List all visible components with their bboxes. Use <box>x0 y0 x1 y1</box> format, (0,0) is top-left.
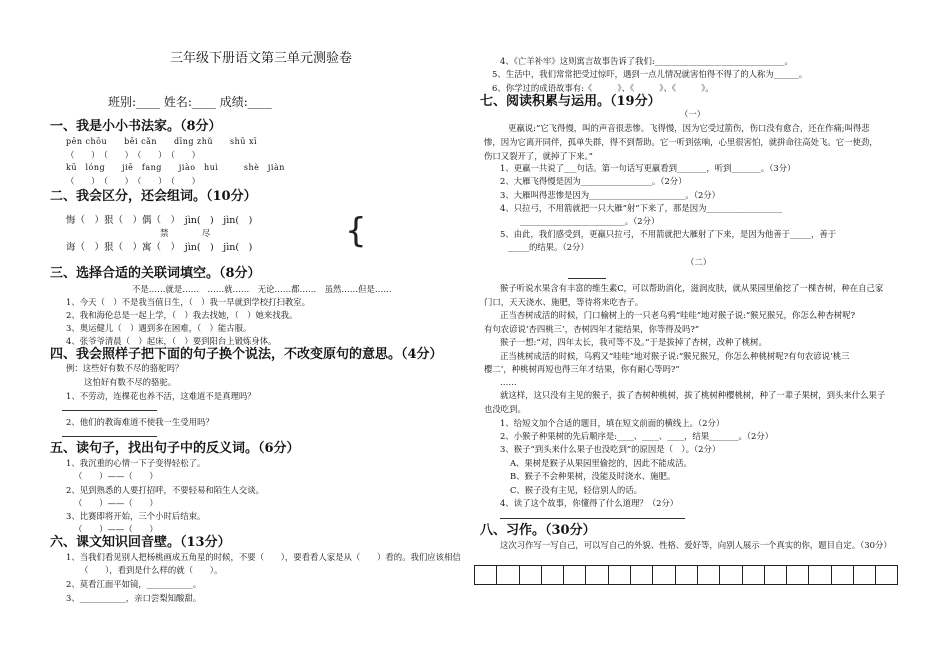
section-6-heading: 六、课文知识回音壁。（13分） <box>50 535 231 550</box>
passage-2-line: 猴子一想:“对，四年太长，我可等不及。”于是拔掉了杏树，改种了桃树。 <box>500 337 767 347</box>
passage-2-ellipsis: …… <box>500 377 517 387</box>
question-5-1: 1、我沉重的心情一下子变得轻松了。 <box>66 458 206 468</box>
passage-2-line: 樱二’，种桃树再短也得三年才结果，你有耐心等吗?” <box>484 364 680 374</box>
passage-2-title-line[interactable] <box>568 278 606 279</box>
grid-cell[interactable] <box>764 565 786 585</box>
grid-cell[interactable] <box>831 565 853 585</box>
grid-cell[interactable] <box>608 565 630 585</box>
passage-1-question-2[interactable]: 2、大雁飞得慢是因为_________________。（2分） <box>500 176 687 186</box>
student-info-header: 班别:____ 姓名:____ 成绩:____ <box>108 95 272 109</box>
answer-line-4-2[interactable] <box>62 436 157 437</box>
answer-line-4-1[interactable] <box>62 410 157 411</box>
passage-1-question-5a[interactable]: 5、由此，我们感受到，更羸只拉弓，不用箭就把大雁射了下来，是因为他善于_____，善于 <box>500 229 837 239</box>
grid-cell[interactable] <box>719 565 741 585</box>
question-5-2: 2、见到熟悉的人要打招呼，不要轻易和陌生人交谈。 <box>66 485 264 495</box>
passage-1-question-3[interactable]: 3、大雁叫得悲惨是因为_______________________。（2分） <box>500 190 721 200</box>
antonym-pair-1[interactable]: （ ）——（ ） <box>74 471 158 481</box>
section-7-heading: 七、阅读积累与运用。（19分） <box>480 94 661 109</box>
question-3-3[interactable]: 3、奥运健儿（ ）遇到多在困难，（ ）能古服。 <box>66 323 252 333</box>
passage-1-question-1[interactable]: 1、更羸一共说了___句话。第一句话写更羸看到_______，听到_______。（3分） <box>500 163 796 173</box>
page-title: 三年级下册语文第三单元测验卷 <box>170 51 353 66</box>
question-6-1a[interactable]: 1、当我们看见别人把杨桃画成五角星的时候，不要（ ），要看看人家是从（ ）看的。我们应该相信 <box>66 552 461 562</box>
composition-prompt: 这次习作写一写自己，可以写自己的外貌、性格、爱好等，向别人展示一个真实的你，题目自定。（30分） <box>500 540 892 550</box>
blank-row-2[interactable]: （ ） （ ） （ ） （ ） <box>66 176 200 186</box>
grid-cell[interactable] <box>697 565 719 585</box>
passage-2-question-4: 4、读了这个故事，你懂得了什么道理？（2分） <box>500 498 679 508</box>
passage-2-line: 猴子听说水果含有丰富的维生素C，可以帮助消化，滋润皮肤，就从果园里偷挖了一棵杏树，种在自己家 <box>500 283 884 293</box>
grid-cell[interactable] <box>474 565 496 585</box>
question-6-1b[interactable]: （ ），看到是什么样的就（ ）。 <box>80 565 223 575</box>
grid-cell[interactable] <box>875 565 897 585</box>
passage-2-label: （二） <box>686 257 712 267</box>
section-8-heading: 八、习作。（30分） <box>480 523 596 538</box>
passage-1-line: 更羸说:“它飞得慢，叫的声音很悲惨。飞得慢，因为它受过箭伤，伤口没有愈合，还在作痛;叫得悲 <box>508 123 870 133</box>
option-c[interactable]: C、猴子没有主见，轻信别人的话。 <box>510 485 643 495</box>
grid-cell[interactable] <box>496 565 518 585</box>
passage-2-question-3[interactable]: 3、猴子“到头来什么果子也没吃到”的原因是（ ）。（2分） <box>500 444 721 454</box>
passage-2-question-1[interactable]: 1、给短文加个合适的题目，填在短文前面的横线上。（2分） <box>500 418 725 428</box>
grid-cell[interactable] <box>585 565 607 585</box>
pinyin-row-2: kū lóng jiē fang jiào huì shè jiàn <box>66 163 285 172</box>
question-3-1[interactable]: 1、今天（ ）不是我当值日生，（ ）我一早就到学校打扫教室。 <box>66 297 311 307</box>
section-5-heading: 五、读句子，找出句子中的反义词。（6分） <box>50 441 300 456</box>
passage-1-line: 惨，因为它离开同伴，孤单失群，得不到帮助。它一听到弦响，心里很害怕，就拼命往高处飞。它一使劲， <box>484 137 878 147</box>
word-pair-row-2: 禁 尽 <box>160 228 211 238</box>
passage-2-line: 正当杏树成活的时候，门口榆树上的一只老乌鸦“哇哇”地对猴子说:“猴兄猴兄，你怎么种杏树呢? <box>500 310 856 320</box>
question-3-2[interactable]: 2、我和海伦总是一起上学，（ ）我去找她，（ ）她来找我。 <box>66 310 298 320</box>
antonym-pair-2[interactable]: （ ）——（ ） <box>74 498 158 508</box>
question-4-2: 2、他们的教诲难道不使我一生受用吗？ <box>66 417 214 427</box>
option-b[interactable]: B、猴子不会种果树，没能及时浇水、施肥。 <box>510 471 676 481</box>
example-answer: 这怕好有数不尽的骆驼。 <box>84 377 177 387</box>
question-6-4[interactable]: 4、《亡羊补牢》这则寓言故事告诉了我们:_______________________________。 <box>500 56 793 66</box>
question-6-3[interactable]: 3、___________，亲口尝梨知酸甜。 <box>66 593 202 603</box>
passage-1-question-4a[interactable]: 4、只拉弓，不用箭就把一只大雁“射”下来了，那是因为__________________ <box>500 203 782 213</box>
word-pair-row-3[interactable]: 诲（ ）狠（ ）寓（ ） jìn( ) jìn( ) <box>66 242 253 253</box>
grid-cell[interactable] <box>541 565 563 585</box>
passage-1-question-4b[interactable]: _________________________。（2分） <box>520 216 660 226</box>
passage-2-line: 正当桃树成活的时候，乌鸦又“哇哇”地对猴子说:“猴兄猴兄，你怎么种桃树呢?有句农谚说‘桃三 <box>500 351 850 361</box>
grid-cell[interactable] <box>563 565 585 585</box>
question-6-2[interactable]: 2、莫看江面平如镜，___________。 <box>66 579 202 589</box>
grid-cell[interactable] <box>675 565 697 585</box>
passage-1-line: 伤口又裂开了，就掉了下来。” <box>484 151 593 161</box>
passage-2-question-2[interactable]: 2、小猴子种果树的先后顺序是:____、____、____，结果_______。（2分） <box>500 431 774 441</box>
section-4-heading: 四、我会照样子把下面的句子换个说法，不改变原句的意思。（4分） <box>50 347 443 362</box>
grid-cell[interactable] <box>519 565 541 585</box>
conjunction-options: 不是……就是…… ……就…… 无论……都…… 虽然……但是…… <box>132 284 392 294</box>
composition-grid[interactable] <box>474 565 898 585</box>
section-3-heading: 三、选择合适的关联词填空。（8分） <box>50 266 261 281</box>
example-sentence: 例：这些好有数不尽的骆驼吗？ <box>66 363 184 373</box>
grid-cell[interactable] <box>853 565 875 585</box>
grid-cell[interactable] <box>652 565 674 585</box>
question-6-5[interactable]: 5、生活中，我们常常把受过惊吓，遇到一点儿情况就害怕得不得了的人称为______。 <box>492 69 808 79</box>
grid-cell[interactable] <box>786 565 808 585</box>
question-5-3: 3、比赛即将开始，三个小时后结束。 <box>66 511 206 521</box>
grid-cell[interactable] <box>630 565 652 585</box>
passage-2-line: 有句农谚说‘杏四桃三’，杏树四年才能结果，你等得及吗?” <box>484 324 700 334</box>
antonym-pair-3[interactable]: （ ）——（ ） <box>74 524 158 534</box>
option-a[interactable]: A、果树是猴子从果园里偷挖的，因此不能成活。 <box>510 458 692 468</box>
passage-1-question-5b[interactable]: _____的结果。（2分） <box>508 242 589 252</box>
section-1-heading: 一、我是小小书法家。（8分） <box>50 119 222 134</box>
question-6-6[interactable]: 6、你学过的成语故事有:《 》、《 》、《 》。 <box>492 83 714 93</box>
passage-1-label: （一） <box>680 109 706 119</box>
question-3-4[interactable]: 4、张爷爷清晨（ ）起床，（ ）要到阳台上锻炼身体。 <box>66 336 277 346</box>
passage-2-line: 就这样，这只没有主见的猴子，拔了杏树种桃树，拔了桃树种樱桃树，种了一辈子果树，到头来什么果子 <box>500 390 886 400</box>
pinyin-row-1: pēn chōu bēi cǎn dīng zhǔ shū xī <box>66 137 258 146</box>
section-2-heading: 二、我会区分，还会组词。（10分） <box>50 189 257 204</box>
right-brace-icon: { <box>345 211 367 251</box>
blank-row-1[interactable]: （ ） （ ） （ ） （ ） <box>66 150 200 160</box>
question-4-1: 1、不劳动，连棵花也养不活，这难道不是真理吗？ <box>66 391 256 401</box>
passage-2-line: 门口，天天浇水、施肥，等待将来吃杏子。 <box>484 297 644 307</box>
grid-cell[interactable] <box>742 565 764 585</box>
passage-2-line: 也没吃到。 <box>484 404 526 414</box>
grid-cell[interactable] <box>808 565 830 585</box>
answer-line-7-4[interactable] <box>500 518 685 519</box>
word-pair-row-1[interactable]: 悔（ ）狠（ ）偶（ ） jìn( ) jìn( ) <box>66 215 253 226</box>
